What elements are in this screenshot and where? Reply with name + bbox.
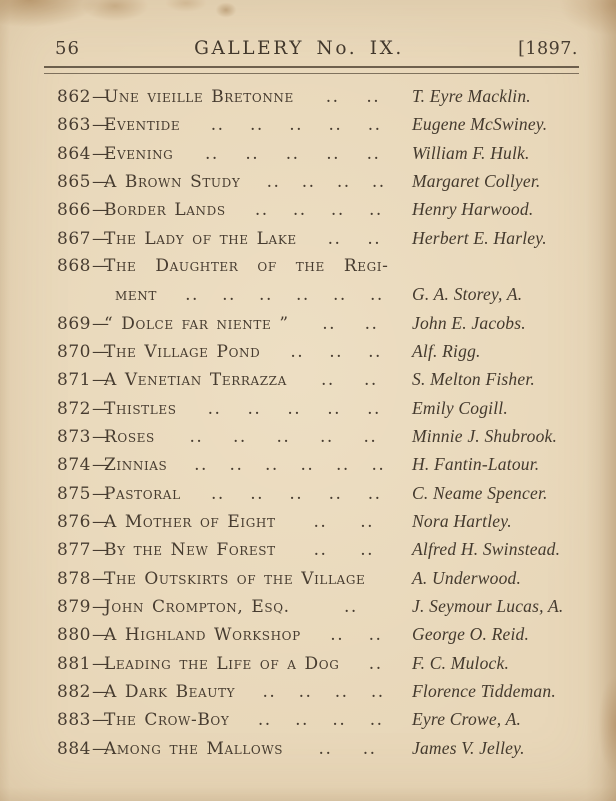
entry-numwrap <box>57 255 109 276</box>
entry-number: 879 <box>57 596 91 617</box>
entry-title: ment <box>115 285 157 306</box>
entry-numwrap <box>57 370 109 391</box>
catalogue-entry-row <box>57 738 578 766</box>
leader-dots <box>294 87 412 107</box>
entry-numwrap <box>57 681 109 702</box>
leader-dots <box>283 739 412 759</box>
em-dash: — <box>91 596 109 617</box>
dot-pair: .. <box>301 171 316 192</box>
entry-artist: T. Eyre Macklin. <box>412 86 531 106</box>
entry-title: The Lady of the Lake <box>104 228 297 249</box>
entry-number: 864 <box>57 143 91 164</box>
entry-title: A Venetian Terrazza <box>104 370 287 391</box>
leader-dots <box>260 342 412 362</box>
dot-pair: .. <box>247 398 262 419</box>
dot-pair: .. <box>364 313 379 334</box>
dot-pair: .. <box>332 285 347 306</box>
entry-title: “ Dolce far niente ” <box>104 313 289 334</box>
em-dash: — <box>91 228 109 249</box>
dot-pair: .. <box>250 483 265 504</box>
em-dash: — <box>91 341 109 362</box>
catalogue-entry-row <box>57 256 578 284</box>
entry-numwrap <box>57 341 109 362</box>
entry-title: Border Lands <box>104 200 226 221</box>
dot-pair: .. <box>332 710 347 731</box>
page-number: 56 <box>55 38 80 59</box>
catalogue-entry-row <box>57 681 578 709</box>
entry-title: Pastoral <box>104 483 181 504</box>
entry-title: Roses <box>104 426 155 447</box>
entry-title: Zinnias <box>104 455 168 476</box>
catalogue-entry-row <box>57 709 578 737</box>
entry-title: Une vieille Bretonne <box>104 87 294 107</box>
entry-artist: James V. Jelley. <box>412 737 525 758</box>
dot-pair: .. <box>204 143 219 164</box>
entry-title: Evening <box>104 143 174 164</box>
entry-artist: Minnie J. Shubrook. <box>412 425 558 446</box>
em-dash: — <box>91 370 109 391</box>
dot-pair: .. <box>292 200 307 221</box>
entry-numwrap <box>57 483 109 504</box>
entry-numwrap <box>57 143 109 164</box>
dot-pair: .. <box>285 143 300 164</box>
em-dash: — <box>91 115 109 136</box>
catalogue-entry-row <box>57 369 578 397</box>
page-title: GALLERY No. IX. <box>194 38 404 59</box>
entry-numwrap <box>57 115 109 136</box>
leader-dots <box>287 370 412 390</box>
dot-pair: .. <box>210 115 225 136</box>
catalogue-entry-row <box>57 341 578 369</box>
catalogue-entry-row <box>57 511 578 539</box>
catalogue-entry-row <box>57 171 578 199</box>
entry-numwrap <box>57 738 109 759</box>
dot-pair: .. <box>336 171 351 192</box>
dot-pair: .. <box>295 710 309 731</box>
em-dash: — <box>91 143 109 164</box>
entry-number: 880 <box>57 625 91 646</box>
dot-pair: .. <box>336 455 350 476</box>
entry-artist: C. Neame Spencer. <box>412 482 548 503</box>
entry-title: A Dark Beauty <box>104 681 236 702</box>
catalogue-entry-row <box>57 568 578 596</box>
leader-dots <box>235 682 412 702</box>
dot-pair: .. <box>334 681 349 702</box>
dot-pair: .. <box>327 228 342 249</box>
dot-pair: .. <box>368 625 383 646</box>
catalogue-entry-row <box>57 624 578 652</box>
entry-number: 867 <box>57 228 91 249</box>
dot-pair: .. <box>367 228 382 249</box>
dot-pair: .. <box>207 398 222 419</box>
dot-pair: .. <box>321 370 335 391</box>
leader-dots <box>157 285 412 305</box>
dot-pair: .. <box>289 483 304 504</box>
entry-artist: Nora Hartley. <box>412 510 512 531</box>
catalogue-entry-row <box>57 454 578 482</box>
catalogue-entry-row <box>57 398 578 426</box>
entry-numwrap <box>57 625 109 646</box>
dot-pair: .. <box>318 738 333 759</box>
dot-pair: .. <box>363 426 378 447</box>
catalogue-entry-row <box>57 114 578 142</box>
catalogue-entry-row <box>57 596 578 624</box>
dot-pair: .. <box>367 115 382 136</box>
dot-pair: .. <box>319 426 334 447</box>
entry-number: 883 <box>57 710 91 731</box>
em-dash: — <box>91 568 109 589</box>
entry-title: The Village Pond <box>104 341 261 362</box>
dot-pair: .. <box>325 87 340 107</box>
dot-pair: .. <box>266 171 281 192</box>
entry-number: 869 <box>57 313 91 334</box>
catalogue-entry-row <box>57 143 578 171</box>
entry-artist: George O. Reid. <box>412 624 530 645</box>
dot-pair: .. <box>369 710 384 731</box>
dot-pair: .. <box>343 596 358 617</box>
entry-numwrap <box>57 568 109 589</box>
leader-dots <box>155 427 412 447</box>
dot-pair: .. <box>233 426 247 447</box>
entry-numwrap <box>57 596 109 617</box>
dot-pair: .. <box>185 285 199 306</box>
entry-artist: S. Melton Fisher. <box>412 369 535 390</box>
dot-pair: .. <box>229 455 244 476</box>
leader-dots <box>180 115 412 135</box>
dot-pair: .. <box>313 511 328 532</box>
entry-artist: J. Seymour Lucas, A. <box>412 595 564 616</box>
entry-artist: F. C. Mulock. <box>412 652 510 673</box>
leader-dots <box>226 200 412 220</box>
em-dash: — <box>91 255 109 276</box>
entry-artist: John E. Jacobs. <box>412 312 526 333</box>
dot-pair: .. <box>360 540 375 561</box>
entry-title: The Crow-Boy <box>104 710 230 731</box>
entry-artist: Margaret Collyer. <box>412 170 541 191</box>
dot-pair: .. <box>364 370 378 391</box>
dot-pair: .. <box>371 455 386 476</box>
dot-pair: .. <box>211 483 225 504</box>
dot-pair: .. <box>328 483 343 504</box>
dot-pair: .. <box>367 398 381 419</box>
entry-title: Leading the Life of a Dog <box>104 653 340 674</box>
dot-pair: .. <box>287 398 302 419</box>
em-dash: — <box>91 87 109 107</box>
leader-dots <box>290 597 412 617</box>
em-dash: — <box>91 738 109 759</box>
leader-dots <box>181 484 412 504</box>
entry-number: 873 <box>57 426 91 447</box>
em-dash: — <box>91 455 109 476</box>
em-dash: — <box>91 426 109 447</box>
leader-dots <box>339 654 412 674</box>
entry-title: By the New Forest <box>104 540 276 561</box>
dot-pair: .. <box>369 285 384 306</box>
entry-number: 862 <box>57 87 91 107</box>
leader-dots <box>276 512 412 532</box>
entry-title: The Outskirts of the Village <box>104 568 366 589</box>
entry-numwrap <box>57 87 109 107</box>
catalogue-entry-row <box>57 86 578 114</box>
leader-dots <box>289 314 412 334</box>
entry-number: 871 <box>57 370 91 391</box>
entry-number: 874 <box>57 455 91 476</box>
entry-artist: William F. Hulk. <box>412 142 530 163</box>
dot-pair: .. <box>298 681 313 702</box>
entry-title: A Mother of Eight <box>104 511 276 532</box>
entry-title: A Highland Workshop <box>104 625 301 646</box>
entry-number: 884 <box>57 738 91 759</box>
entry-title: Among the Mallows <box>104 738 284 759</box>
em-dash: — <box>91 483 109 504</box>
em-dash: — <box>91 653 109 674</box>
entry-number: 866 <box>57 200 91 221</box>
entry-numwrap <box>57 398 109 419</box>
em-dash: — <box>91 540 109 561</box>
entry-title: Thistles <box>104 398 177 419</box>
entry-number: 877 <box>57 540 91 561</box>
em-dash: — <box>91 681 109 702</box>
entry-artist: A. Underwood. <box>412 567 522 588</box>
entry-artist: H. Fantin-Latour. <box>412 454 540 475</box>
entry-number: 882 <box>57 681 91 702</box>
dot-pair: .. <box>366 143 381 164</box>
entry-number: 878 <box>57 568 91 589</box>
entry-artist: Emily Cogill. <box>412 397 508 418</box>
entry-numwrap <box>57 200 109 221</box>
entry-number: 868 <box>57 255 91 276</box>
dot-pair: .. <box>290 341 305 362</box>
dot-pair: .. <box>276 426 291 447</box>
dot-pair: .. <box>296 285 310 306</box>
dot-pair: .. <box>249 115 264 136</box>
leader-dots <box>301 625 412 645</box>
em-dash: — <box>91 313 109 334</box>
dot-pair: .. <box>265 455 279 476</box>
dot-pair: .. <box>360 511 375 532</box>
entry-numwrap <box>57 426 109 447</box>
dot-pair: .. <box>313 540 328 561</box>
entry-artist: Eyre Crowe, A. <box>412 709 522 730</box>
catalogue-entry-row <box>57 483 578 511</box>
catalogue-entry-row <box>57 228 578 256</box>
entry-title: John Crompton, Esq. <box>104 596 290 617</box>
entry-title: A Brown Study <box>104 171 241 192</box>
entry-number: 881 <box>57 653 91 674</box>
entry-artist: Florence Tiddeman. <box>412 680 556 701</box>
dot-pair: .. <box>194 455 208 476</box>
leader-dots <box>229 710 412 730</box>
dot-pair: .. <box>330 200 345 221</box>
dot-pair: .. <box>330 625 345 646</box>
dot-pair: .. <box>366 87 381 107</box>
entry-artist: Alfred H. Swinstead. <box>412 539 561 560</box>
dot-pair: .. <box>327 398 342 419</box>
em-dash: — <box>91 171 109 192</box>
dot-pair: .. <box>222 285 236 306</box>
leader-dots <box>297 229 412 249</box>
em-dash: — <box>91 200 109 221</box>
leader-dots <box>167 455 412 475</box>
dot-pair: .. <box>262 681 277 702</box>
dot-pair: .. <box>257 710 272 731</box>
leader-dots <box>173 144 412 164</box>
em-dash: — <box>91 625 109 646</box>
entry-artist: Herbert E. Harley. <box>412 227 547 248</box>
catalogue-entry-row <box>57 284 578 312</box>
leader-dots <box>240 172 412 192</box>
dot-pair: .. <box>368 653 383 674</box>
entry-numwrap <box>57 455 109 476</box>
catalogue-entry-row <box>57 539 578 567</box>
dot-pair: .. <box>259 285 273 306</box>
dot-pair: .. <box>289 115 304 136</box>
dot-pair: .. <box>326 143 340 164</box>
catalogue-entry-row <box>57 199 578 227</box>
header-rule <box>44 66 579 74</box>
entry-title: Eventide <box>104 115 181 136</box>
em-dash: — <box>91 511 109 532</box>
catalogue-entries <box>57 86 578 766</box>
entry-numwrap <box>57 313 109 334</box>
dot-pair: .. <box>370 681 385 702</box>
entry-artist: Henry Harwood. <box>412 199 534 220</box>
entry-number: 876 <box>57 511 91 532</box>
dot-pair: .. <box>328 115 343 136</box>
dot-pair: .. <box>300 455 315 476</box>
page-header <box>55 38 578 59</box>
dot-pair: .. <box>368 200 383 221</box>
leader-dots <box>177 399 412 419</box>
entry-number: 875 <box>57 483 91 504</box>
entry-number: 872 <box>57 398 91 419</box>
dot-pair: .. <box>254 200 269 221</box>
dot-pair: .. <box>245 143 260 164</box>
entry-numwrap <box>57 228 109 249</box>
entry-numwrap <box>57 171 109 192</box>
dot-pair: .. <box>329 341 344 362</box>
entry-number: 865 <box>57 171 91 192</box>
em-dash: — <box>91 398 109 419</box>
entry-numwrap <box>57 710 109 731</box>
catalogue-entry-row <box>57 426 578 454</box>
entry-artist: G. A. Storey, A. <box>412 284 523 305</box>
dot-pair: .. <box>362 738 377 759</box>
leader-dots <box>276 540 412 560</box>
dot-pair: .. <box>368 341 382 362</box>
dot-pair: .. <box>189 426 204 447</box>
entry-title: The Daughter of the Regi- <box>104 255 389 276</box>
entry-number: 863 <box>57 115 91 136</box>
em-dash: — <box>91 710 109 731</box>
dot-pair: .. <box>367 483 382 504</box>
entry-numwrap <box>57 511 109 532</box>
dot-pair: .. <box>322 313 337 334</box>
entry-numwrap <box>57 540 109 561</box>
catalogue-entry-row <box>57 313 578 341</box>
entry-artist: Eugene McSwiney. <box>412 114 548 135</box>
header-year: [1897. <box>518 39 578 59</box>
entry-artist: Alf. Rigg. <box>412 340 481 361</box>
entry-number: 870 <box>57 341 91 362</box>
dot-pair: .. <box>371 171 386 192</box>
catalogue-entry-row <box>57 653 578 681</box>
entry-numwrap <box>57 653 109 674</box>
